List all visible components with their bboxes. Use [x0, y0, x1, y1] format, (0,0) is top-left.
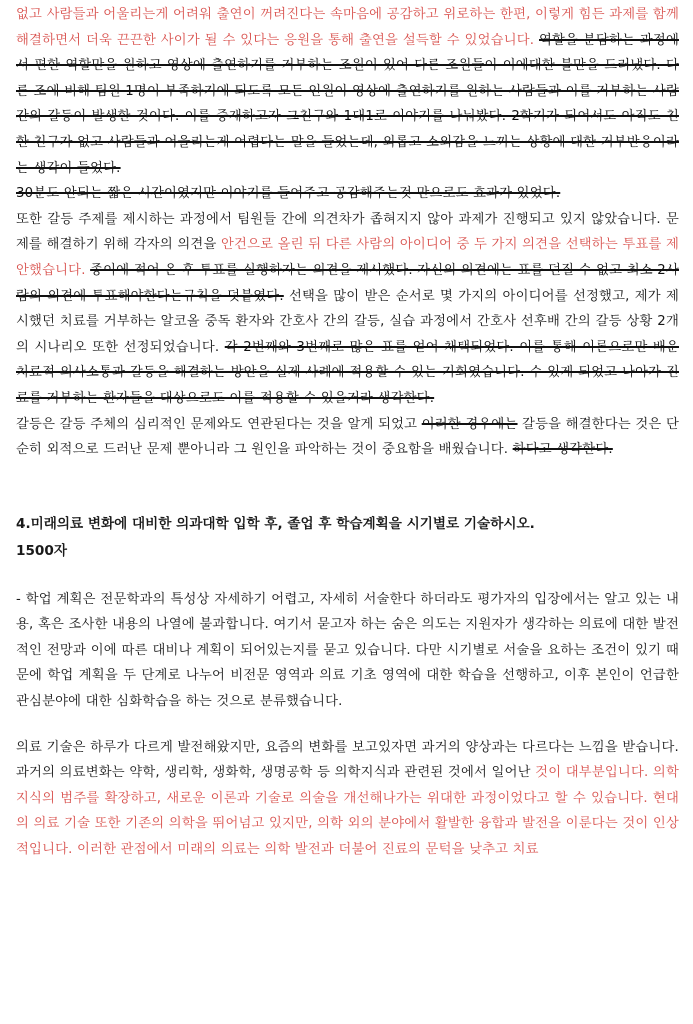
highlighted-text: 것이 대부분입니다. 의학 지식의 범주를 확장하고, 새로운 이론과 기술로 의술을 개선해나가는 위대한 과정이었다고 할 수 있습니다. 현대의 의료 기술 또한 기존의 의학을 뛰어넘고 있지만, 의학 외의 분야에서 활발한 융합과 발전을 이룬다는 것이 인상적입니다. 이러한 관점에서 미래의 의료는 의학 발전과 더불어 진료의 문턱을 낮추고 치료: [16, 765, 679, 858]
text-run: 의료 기술은 하루가 다르게 발전해왔지만, 요즘의 변화를 보고있자면 과거의 양상과는 다르다는 느낌을 받습니다. 과거의 의료변화는 약학, 생리학, 생화학, 생명공학 등 의학지식과 관련된 것에서 일어난: [16, 739, 679, 781]
struck-text: 각 2번째와 3번째로 많은 표를 얻어 채택되었다. 이를 통해 이론으로만 배운 치료적 의사소통과 갈등을 해결하는 방안을 실제 사례에 적용할 수 있는 기회였습니다. 수 있게 되었고 나아가 진료를 거부하는 환자들을 대상으로도 이를 적용할 수 있을거라 생각한다.: [16, 339, 680, 406]
paragraph-30min: [16, 181, 679, 207]
spacer: [16, 463, 679, 511]
question-heading: 4.미래의료 변화에 대비한 의과대학 입학 후, 졸업 후 학습계획을 시기별로 기술하시오.: [16, 515, 535, 532]
struck-text: 하다고 생각한다.: [512, 442, 613, 458]
text-run: 선택을 많이 받은 순서로 몇 가지의 아이디어를 선정했고, 제가 제시했던 치료를 거부하는 알코올 중독 환자와 간호사 간의 갈등, 실습 과정에서 간호사 선후배 간의 갈등 상황 2개의 시나리오 또한 선정되었습니다.: [16, 288, 680, 355]
paragraph-persuasion: [16, 2, 679, 181]
spacer: [16, 565, 679, 587]
struck-text: 종이에 적어 온 후 투표를 실행하자는 의견을 제시했다. 자신의 의견에는 표를 던질 수 없고 최소 2사람의 의견에 투표해야한다는규칙을 덧붙였다.: [16, 262, 679, 304]
text-run: - 학업 계획은 전문학과의 특성상 자세하기 어렵고, 자세히 서술한다 하더라도 평가자의 입장에서는 알고 있는 내용, 혹은 조사한 내용의 나열에 불과합니다. 여기서 묻고자 하는 숨은 의도는 지원자가 생각하는 의료에 대한 발전적인 전망과 이에 따른 대비나 계획이 되어있는지를 묻고 있습니다. 다만 시기별로 서술을 요하는 조건이 있기 때문에 학업 계획을 두 단계로 나누어 비전문 영역과 의료 기초 영역에 대한 학습을 선행하고, 이후 본인이 언급한 관심분야에 대한 심화학습을 하는 것으로 분류했습니다.: [16, 591, 679, 710]
paragraph-conflict-lesson: [16, 412, 679, 463]
highlighted-text: 안건으로 올린 뒤 다른 사람의 아이디어 중 두 가지 의견을 선택하는 투표를 제안했습니다.: [16, 237, 679, 278]
paragraph-conflict-topic: [16, 207, 679, 412]
highlighted-text: 없고 사람들과 어울리는게 어려워 출연이 꺼려진다는 속마음에 공감하고 위로하는 한편, 이렇게 힘든 과제를 함께 해결하면서 더욱 끈끈한 사이가 될 수 있다는 응원을 통해 출연을 설득할 수 있었습니다.: [16, 7, 679, 48]
struck-text: 이러한 경우에는: [421, 416, 518, 432]
spacer: [16, 715, 679, 735]
question-char-limit: 1500자: [16, 542, 67, 559]
struck-text: 역할을 분담하는 과정에서 편한 역할만을 원하고 영상에 출연하기를 거부하는 조원이 있어 다른 조원들이 이에대한 불만을 드러냈다. 다른 조에 비해 팀원 1명이 부족하기에 되도록 모든 인원이 영상에 출연하기를 원하는 사람들과 이를 거부하는 사람간의 갈등이 발생한 것이다. 이를 중재하고자 그친구와 1대1로 이야기를 나눠봤다. 2학기가 되어서도 아직도 친한 친구가 없고 사람들과 어울리는게 어렵다는 말을 들었는데, 외롭고 소외감을 느끼는 상황에 대한 거부반응이라는 생각이 들었다.: [16, 32, 679, 176]
text-run: 갈등은 갈등 주체의 심리적인 문제와도 연관된다는 것을 알게 되었고: [16, 416, 422, 432]
paragraph-medical-tech: [16, 735, 679, 863]
paragraph-study-plan-intro: [16, 587, 679, 715]
struck-text: 30분도 안되는 짧은 시간이였지만 이야기를 들어주고 공감해주는것 만으로도 효과가 있었다.: [16, 186, 561, 202]
text-run: 갈등을 해결한다는 것은 단순히 외적으로 드러난 문제 뿐아니라 그 원인을 파악하는 것이 중요함을 배웠습니다.: [16, 416, 680, 458]
text-run: 또한 갈등 주제를 제시하는 과정에서 팀원들 간에 의견차가 좁혀지지 않아 과제가 진행되고 있지 않았습니다. 문제를 해결하기 위해 각자의 의견을: [16, 211, 679, 253]
